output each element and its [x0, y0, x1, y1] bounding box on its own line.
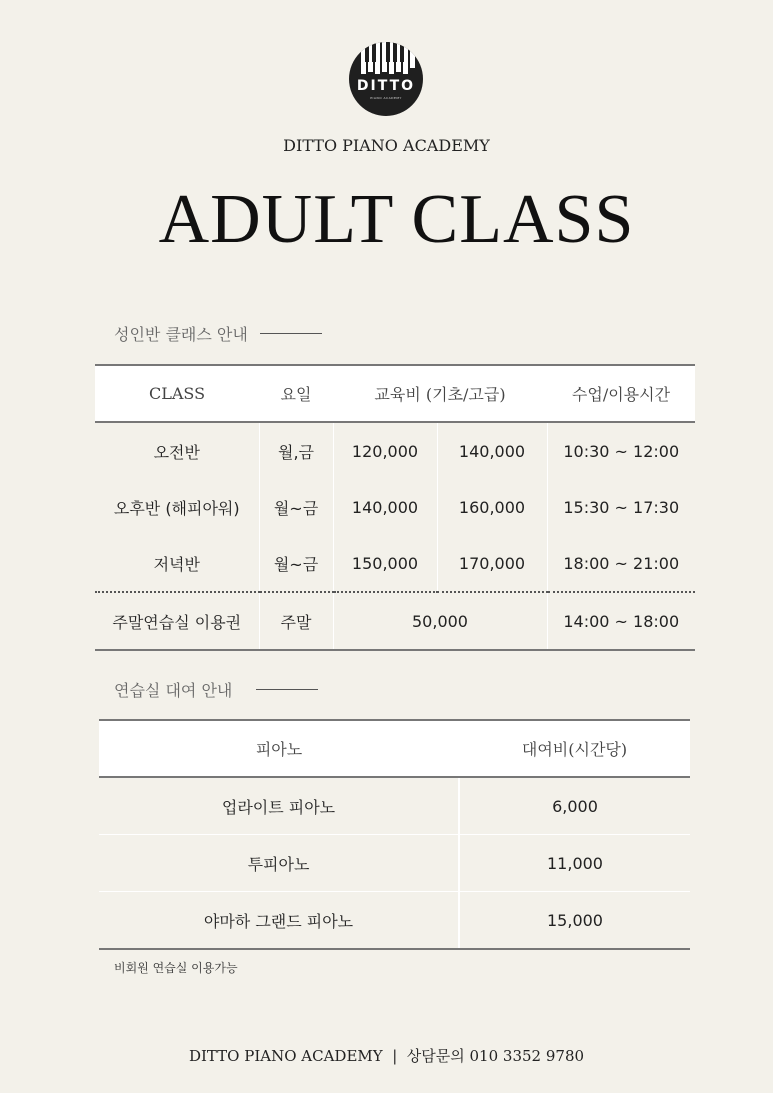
basic-fee: 150,000 — [333, 535, 437, 592]
piano-type: 업라이트 피아노 — [99, 777, 459, 835]
advanced-fee: 160,000 — [437, 479, 547, 535]
rental-fee: 6,000 — [459, 777, 690, 835]
advanced-fee: 140,000 — [437, 422, 547, 479]
section-label-text: 성인반 클래스 안내 — [114, 325, 248, 344]
table-header-row — [99, 720, 690, 777]
column-header: 요일 — [259, 365, 333, 422]
class-name: 저녁반 — [153, 554, 200, 574]
weekend-fee: 50,000 — [333, 592, 547, 650]
logo-text: DITTO — [356, 78, 416, 94]
page-title: ADULT CLASS — [158, 181, 635, 258]
table-row — [95, 535, 695, 592]
class-time: 18:00 ~ 21:00 — [547, 535, 695, 592]
adult-class-table — [95, 364, 695, 651]
rental-fee: 11,000 — [459, 835, 690, 892]
section-divider — [260, 333, 322, 334]
academy-name: DITTO PIANO ACADEMY — [283, 136, 490, 155]
rental-fee: 15,000 — [459, 892, 690, 950]
class-days: 주말 — [259, 592, 333, 650]
basic-fee: 140,000 — [333, 479, 437, 535]
advanced-fee: 170,000 — [437, 535, 547, 592]
table-row — [99, 835, 690, 892]
column-header: 수업/이용시간 — [547, 365, 695, 422]
piano-type: 야마하 그랜드 피아노 — [99, 892, 459, 950]
column-header: CLASS — [95, 365, 259, 422]
table-row — [95, 479, 695, 535]
class-days: 월~금 — [259, 479, 333, 535]
table-row — [99, 892, 690, 950]
class-days: 월~금 — [259, 535, 333, 592]
section-label-practice-room — [114, 678, 318, 701]
class-name: 주말연습실 이용권 — [95, 592, 259, 650]
class-time: 15:30 ~ 17:30 — [547, 479, 695, 535]
class-days: 월,금 — [259, 422, 333, 479]
table-row-weekend — [95, 592, 695, 650]
piano-type: 투피아노 — [99, 835, 459, 892]
class-name: 오전반 — [153, 442, 200, 462]
footer-contact: DITTO PIANO ACADEMY | 상담문의 010 3352 9780 — [188, 1047, 585, 1065]
basic-fee: 120,000 — [333, 422, 437, 479]
practice-room-table — [99, 719, 690, 950]
section-divider — [256, 689, 318, 690]
table-row — [99, 777, 690, 835]
section-label-text: 연습실 대여 안내 — [114, 681, 233, 700]
class-time: 10:30 ~ 12:00 — [547, 422, 695, 479]
non-member-note: 비회원 연습실 이용가능 — [114, 961, 238, 975]
class-name: 오후반 (해피아워) — [113, 498, 240, 518]
column-header: 피아노 — [99, 720, 459, 777]
academy-logo — [349, 42, 423, 116]
column-header: 대여비(시간당) — [459, 720, 690, 777]
table-header-row — [95, 365, 695, 422]
section-label-adult-class — [114, 322, 322, 345]
class-time: 14:00 ~ 18:00 — [547, 592, 695, 650]
column-header: 교육비 (기초/고급) — [333, 365, 547, 422]
table-row — [95, 422, 695, 479]
logo-subtext: PIANO ACADEMY — [370, 96, 402, 100]
